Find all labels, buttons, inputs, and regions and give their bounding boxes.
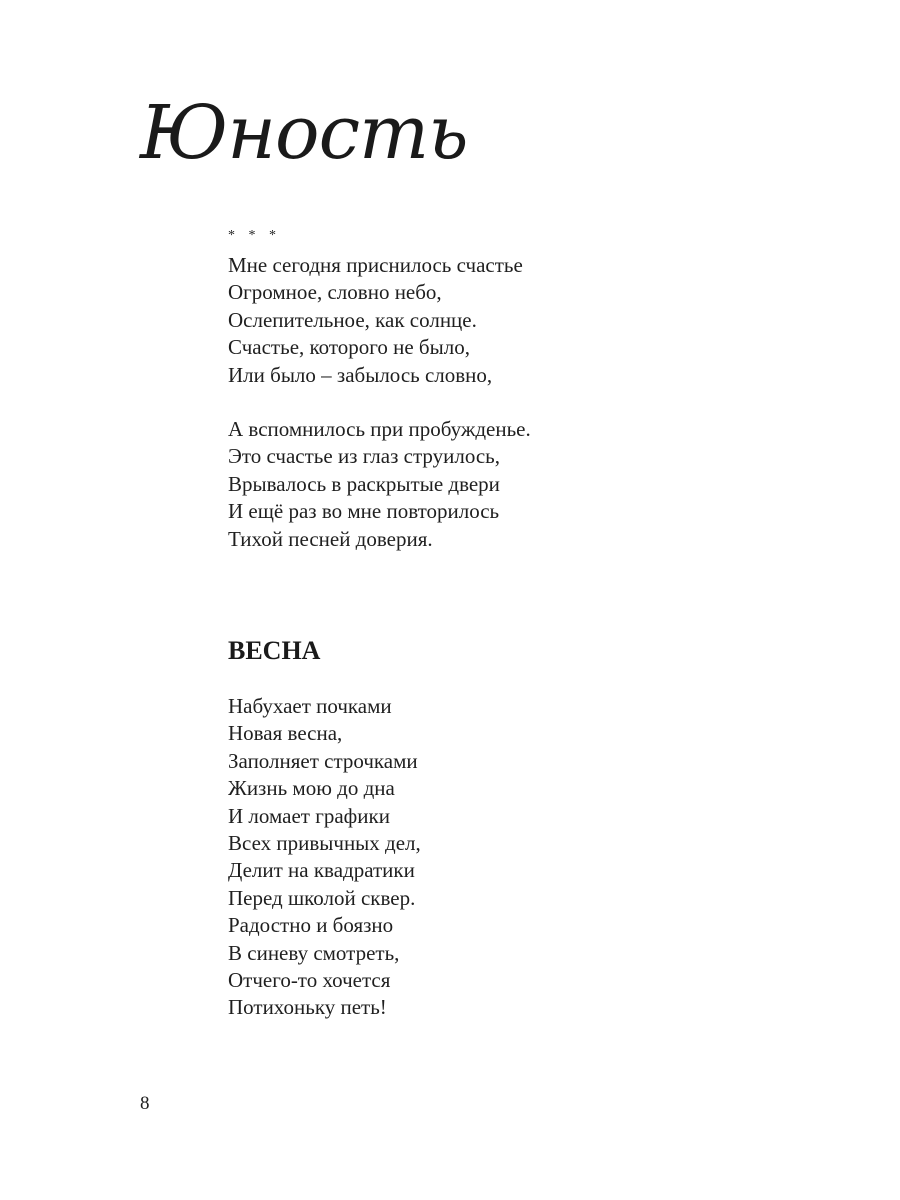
verse-line: Или было – забылось словно, [228, 362, 493, 387]
poem-vesna [228, 693, 421, 1022]
verse-line: Новая весна, [228, 721, 343, 746]
verse-line: Мне сегодня приснилось счастье [228, 253, 523, 277]
verse-line: Огромное, словно небо, [228, 280, 442, 305]
poem-untitled [228, 226, 531, 553]
verse-line: Заполняет строчками [228, 748, 418, 773]
verse-line: И ломает графики [228, 803, 390, 828]
verse-line: А вспомнилось при пробужденье. [228, 417, 531, 442]
verse-line: Тихой песней доверия. [228, 526, 433, 551]
verse-line: В синеву смотреть, [228, 940, 400, 965]
verse-line: И ещё раз во мне повторилось [228, 499, 500, 524]
verse-line: Радостно и боязно [228, 913, 394, 938]
stanza-1 [228, 693, 421, 1022]
poem-title: ВЕСНА [228, 636, 321, 665]
verse-line: Делит на квадратики [228, 858, 415, 883]
page-number: 8 [140, 1093, 150, 1114]
verse-line: Ослепительное, как солнце. [228, 307, 477, 332]
poem-separator-stars: * * * [228, 228, 281, 243]
verse-line: Счастье, которого не было, [228, 335, 470, 360]
verse-line: Врывалось в раскрытые двери [228, 471, 500, 496]
stanza-2 [228, 416, 531, 553]
verse-line: Жизнь мою до дна [228, 776, 395, 801]
stanza-1 [228, 252, 531, 389]
verse-line: Всех привычных дел, [228, 831, 421, 856]
verse-line: Это счастье из глаз струилось, [228, 444, 500, 469]
verse-line: Набухает почками [228, 694, 392, 718]
section-title: Юность [140, 90, 468, 176]
verse-line: Перед школой сквер. [228, 885, 416, 910]
verse-line: Отчего-то хочется [228, 968, 391, 993]
verse-line: Потихоньку петь! [228, 995, 387, 1020]
